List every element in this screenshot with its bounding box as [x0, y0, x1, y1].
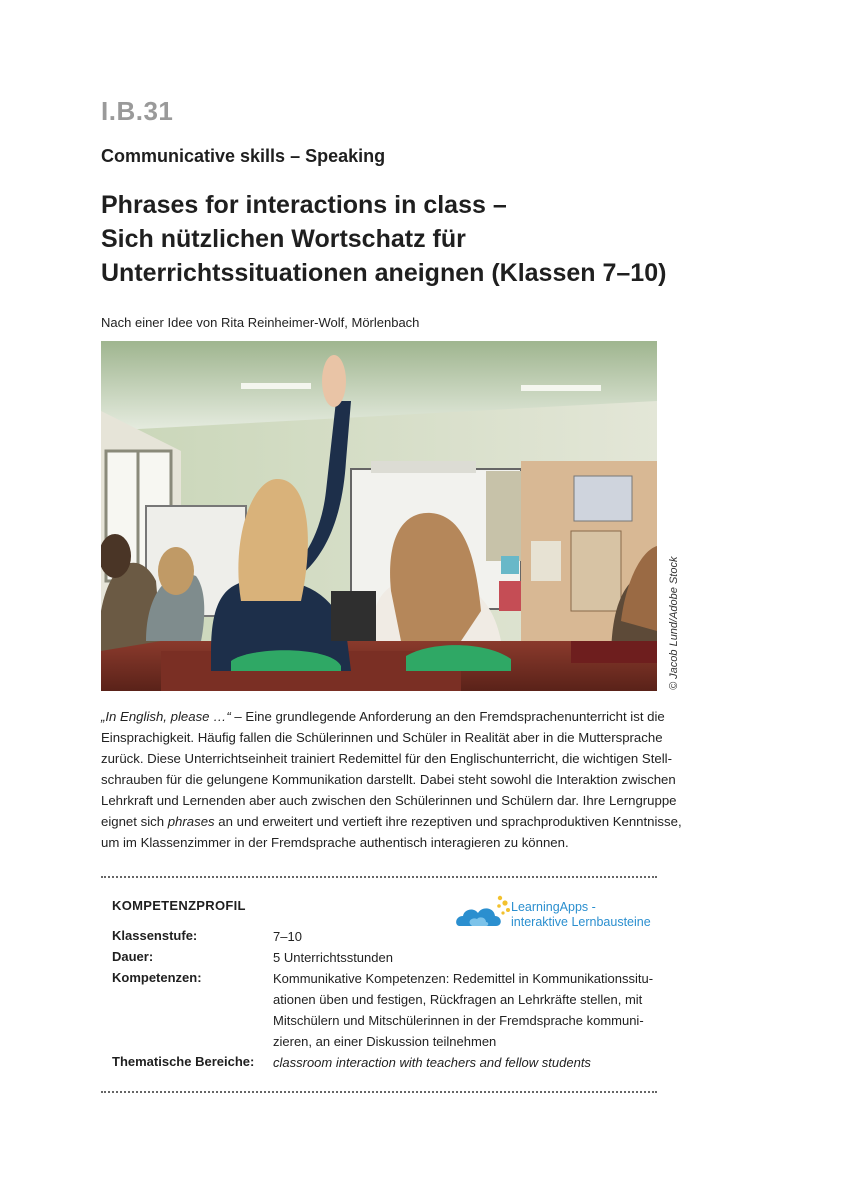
photo-credit: © Jacob Lund/Adobe Stock [668, 556, 680, 690]
intro-line: um im Klassenzimmer in der Fremdsprache authentisch interagieren zu können. [101, 835, 569, 850]
unit-subtitle: Communicative skills – Speaking [101, 146, 386, 166]
logo-line: LearningApps - [511, 900, 596, 914]
kompetenzen-line: Mitschülern und Mitschülerinnen in der Fremdsprache kommuni- [273, 1013, 644, 1028]
intro-line: Lehrkraft und Lernenden aber auch zwischen den Schülerinnen und Schülern dar. Ihre Lerngruppe [101, 793, 677, 808]
intro-line [101, 706, 665, 727]
intro-paragraph [101, 706, 682, 853]
logo-line: interaktive Lernbausteine [511, 915, 651, 929]
profile-heading: KOMPETENZPROFIL [112, 898, 246, 913]
title-line: Phrases for interactions in class – [101, 191, 507, 219]
thematische-label: Thematische Bereiche: [112, 1054, 255, 1069]
intro-line: zurück. Diese Unterrichtseinheit trainiert Redemittel für den Englischunterricht, die wichtigen Stell- [101, 751, 672, 766]
kompetenzen-label: Kompetenzen: [112, 970, 202, 985]
title-line: Unterrichtssituationen aneignen (Klassen 7–10) [101, 259, 667, 287]
intro-text: an und erweitert und vertieft ihre rezeptiven und sprachproduktiven Kenntnisse, [214, 814, 682, 829]
kompetenzen-value [273, 968, 657, 1052]
phrases-term: phrases [167, 814, 215, 829]
unit-code: I.B.31 [101, 96, 174, 126]
intro-quote: „In English, please …“ [101, 709, 231, 724]
dotted-divider [101, 1091, 657, 1093]
klassenstufe-value: 7–10 [273, 929, 302, 944]
dauer-label: Dauer: [112, 949, 154, 964]
title-line: Sich nützlichen Wortschatz für [101, 225, 466, 253]
klassenstufe-label: Klassenstufe: [112, 928, 198, 943]
kompetenzen-line: zieren, an einer Diskussion teilnehmen [273, 1034, 497, 1049]
kompetenzen-line: Kommunikative Kompetenzen: Redemittel in Kommunikationssitu- [273, 971, 654, 986]
intro-line: schrauben für die gelungene Kommunikation darstellt. Dabei steht sowohl die Interaktion zwischen [101, 772, 676, 787]
dauer-value: 5 Unterrichtsstunden [273, 950, 393, 965]
intro-line: Einsprachigkeit. Häufig fallen die Schülerinnen und Schüler in Realität aber in die Muttersprache [101, 730, 663, 745]
thematische-value: classroom interaction with teachers and fellow students [273, 1055, 591, 1070]
intro-text: – Eine grundlegende Anforderung an den Fremdsprachenunterricht ist die [230, 709, 665, 724]
classroom-photo [101, 341, 657, 691]
intro-text: eignet sich [101, 814, 168, 829]
intro-line [101, 811, 682, 832]
dotted-divider [101, 876, 657, 878]
kompetenzen-line: ationen üben und festigen, Rückfragen an Lehrkräfte stellen, mit [273, 992, 643, 1007]
author-credit: Nach einer Idee von Rita Reinheimer-Wolf, Mörlenbach [101, 315, 420, 330]
classroom-illustration [101, 341, 657, 691]
unit-title [101, 188, 701, 290]
